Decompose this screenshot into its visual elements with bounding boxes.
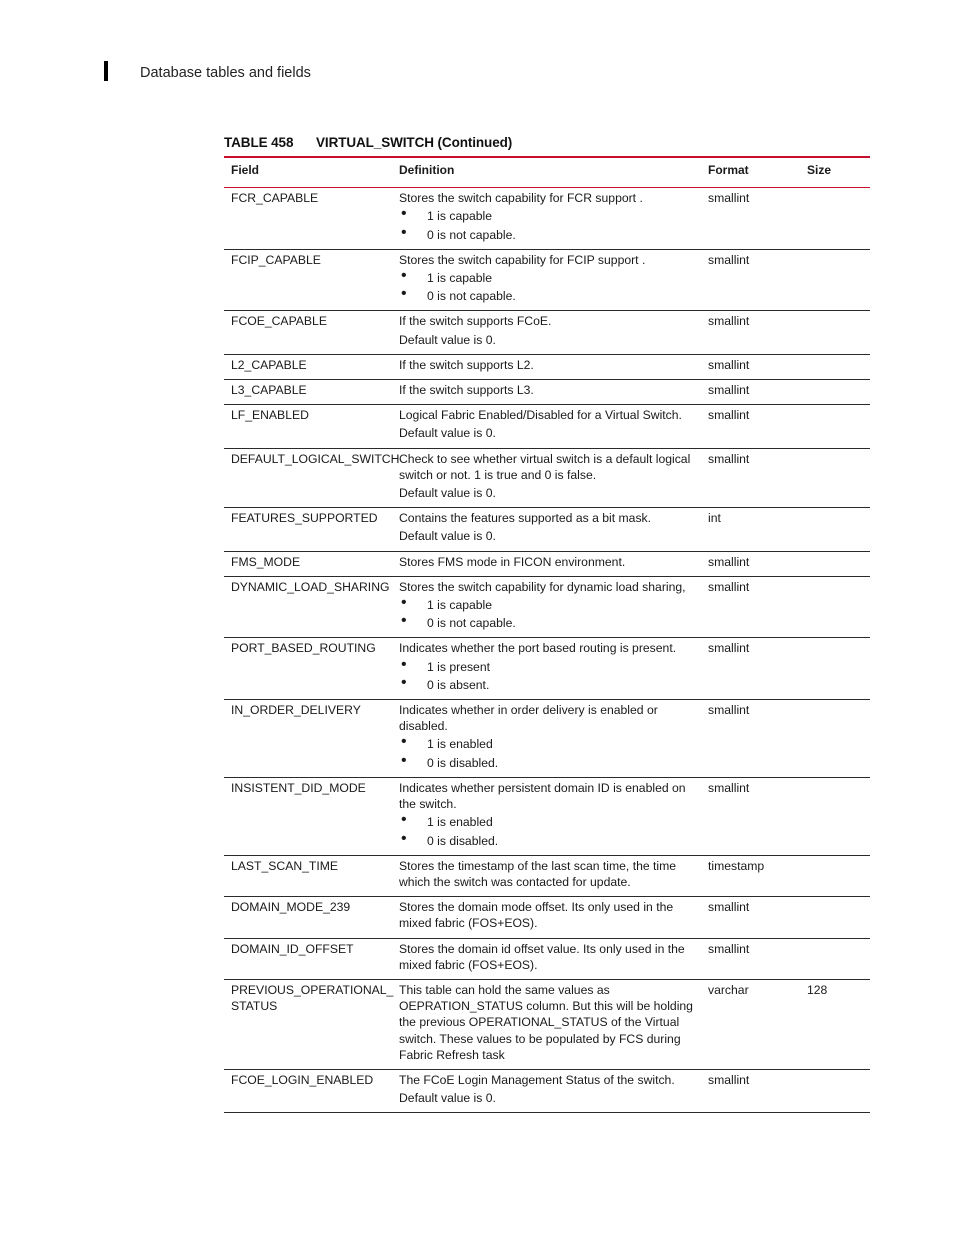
definition-text: Stores the switch capability for FCR support .	[399, 191, 643, 206]
bullet-item: • 0 is disabled.	[399, 833, 695, 849]
definition-text: Stores the switch capability for FCIP support .	[399, 252, 646, 267]
size-cell	[800, 380, 870, 405]
definition-text: Stores the domain id offset value. Its only used in the mixed fabric (FOS+EOS).	[399, 941, 685, 972]
table-row	[224, 508, 870, 551]
table-row	[224, 979, 870, 1069]
table-caption	[224, 135, 512, 150]
default-value-note: Default value is 0.	[399, 426, 496, 441]
definition-cell	[392, 311, 701, 354]
bullet-item: • 0 is not capable.	[399, 288, 695, 304]
definition-text: This table can hold the same values as OEPRATION_STATUS column. But this will be holding the previous OPERATIONAL_STATUS of the Virtual switch. These values to be populated by FCS during Fabric Refresh task	[399, 982, 693, 1062]
bullet-item: • 0 is not capable.	[399, 615, 695, 631]
definition-cell	[392, 855, 701, 896]
format-cell: smallint	[701, 311, 800, 354]
bullet-item: • 0 is absent.	[399, 677, 695, 693]
bullet-list	[399, 814, 695, 848]
field-name-cell: DEFAULT_LOGICAL_SWITCH	[224, 448, 392, 508]
default-value-note: Default value is 0.	[399, 1091, 496, 1106]
column-header-size: Size	[800, 157, 870, 188]
size-cell	[800, 508, 870, 551]
table-row	[224, 638, 870, 700]
format-cell: smallint	[701, 777, 800, 855]
format-cell: smallint	[701, 576, 800, 638]
size-cell	[800, 700, 870, 778]
definition-cell	[392, 897, 701, 938]
size-cell	[800, 855, 870, 896]
bullet-list	[399, 270, 695, 304]
bullet-list	[399, 659, 695, 693]
bullet-item: • 1 is enabled	[399, 814, 695, 830]
field-name-cell: FCR_CAPABLE	[224, 188, 392, 250]
field-name-cell: FMS_MODE	[224, 551, 392, 576]
table-title: VIRTUAL_SWITCH (Continued)	[316, 135, 513, 150]
format-cell: smallint	[701, 1069, 800, 1112]
table-row	[224, 551, 870, 576]
field-name-cell: PORT_BASED_ROUTING	[224, 638, 392, 700]
definition-cell	[392, 405, 701, 448]
table-row	[224, 311, 870, 354]
definition-cell	[392, 1069, 701, 1112]
definition-text: Indicates whether persistent domain ID is enabled on the switch.	[399, 780, 686, 812]
column-header-definition: Definition	[392, 157, 701, 188]
definition-text: Indicates whether the port based routing is present.	[399, 641, 677, 656]
definition-text: Stores the domain mode offset. Its only used in the mixed fabric (FOS+EOS).	[399, 900, 674, 931]
format-cell: smallint	[701, 188, 800, 250]
definition-text: Indicates whether in order delivery is enabled or disabled.	[399, 703, 658, 734]
field-name-cell: DOMAIN_ID_OFFSET	[224, 938, 392, 979]
table-body	[224, 188, 870, 1113]
table-row	[224, 938, 870, 979]
table-header-row	[224, 157, 870, 188]
table-row	[224, 249, 870, 311]
table-row	[224, 777, 870, 855]
size-cell	[800, 405, 870, 448]
format-cell: smallint	[701, 354, 800, 379]
default-value-note: Default value is 0.	[399, 486, 496, 501]
definition-cell	[392, 551, 701, 576]
definition-cell	[392, 938, 701, 979]
field-name-cell: FCIP_CAPABLE	[224, 249, 392, 311]
definition-text: If the switch supports FCoE.	[399, 314, 552, 329]
format-cell: smallint	[701, 405, 800, 448]
definition-cell	[392, 188, 701, 250]
size-cell	[800, 311, 870, 354]
bullet-list	[399, 736, 695, 770]
format-cell: varchar	[701, 979, 800, 1069]
definition-text: Check to see whether virtual switch is a default logical switch or not. 1 is true and 0 is false.	[399, 451, 691, 482]
table-row	[224, 448, 870, 508]
field-name-cell: FCOE_CAPABLE	[224, 311, 392, 354]
table-row	[224, 700, 870, 778]
size-cell	[800, 777, 870, 855]
header-bar	[104, 61, 108, 81]
size-cell	[800, 249, 870, 311]
field-name-cell: IN_ORDER_DELIVERY	[224, 700, 392, 778]
format-cell: smallint	[701, 551, 800, 576]
definition-text: If the switch supports L2.	[399, 357, 534, 372]
default-value-note: Default value is 0.	[399, 529, 496, 544]
column-header-format: Format	[701, 157, 800, 188]
definition-text: The FCoE Login Management Status of the switch.	[399, 1072, 675, 1087]
size-cell	[800, 1069, 870, 1112]
table-row	[224, 188, 870, 250]
field-name-cell: FEATURES_SUPPORTED	[224, 508, 392, 551]
field-name-cell: LF_ENABLED	[224, 405, 392, 448]
size-cell	[800, 897, 870, 938]
column-header-field: Field	[224, 157, 392, 188]
definition-cell	[392, 508, 701, 551]
definition-text: Contains the features supported as a bit mask.	[399, 511, 652, 526]
size-cell	[800, 938, 870, 979]
size-cell	[800, 354, 870, 379]
definition-cell	[392, 249, 701, 311]
size-cell: 128	[800, 979, 870, 1069]
table-row	[224, 897, 870, 938]
virtual-switch-table	[224, 156, 870, 1113]
field-name-cell: DYNAMIC_LOAD_SHARING	[224, 576, 392, 638]
running-header: Database tables and fields	[140, 65, 311, 81]
definition-cell	[392, 777, 701, 855]
definition-text: Stores FMS mode in FICON environment.	[399, 554, 626, 569]
table-row	[224, 576, 870, 638]
bullet-item: • 0 is disabled.	[399, 755, 695, 771]
definition-cell	[392, 354, 701, 379]
format-cell: timestamp	[701, 855, 800, 896]
definition-cell	[392, 448, 701, 508]
field-name-cell: L3_CAPABLE	[224, 380, 392, 405]
field-name-cell: INSISTENT_DID_MODE	[224, 777, 392, 855]
field-name-cell: LAST_SCAN_TIME	[224, 855, 392, 896]
field-name-cell: L2_CAPABLE	[224, 354, 392, 379]
table-number: TABLE 458	[224, 135, 294, 150]
definition-text: Logical Fabric Enabled/Disabled for a Virtual Switch.	[399, 408, 682, 423]
bullet-item: • 1 is capable	[399, 208, 695, 224]
default-value-note: Default value is 0.	[399, 332, 496, 347]
table-row	[224, 1069, 870, 1112]
format-cell: smallint	[701, 380, 800, 405]
size-cell	[800, 638, 870, 700]
size-cell	[800, 576, 870, 638]
table-row	[224, 405, 870, 448]
field-name-cell: DOMAIN_MODE_239	[224, 897, 392, 938]
format-cell: smallint	[701, 249, 800, 311]
table-row	[224, 380, 870, 405]
format-cell: int	[701, 508, 800, 551]
bullet-list	[399, 597, 695, 631]
bullet-item: • 1 is present	[399, 659, 695, 675]
bullet-item: • 0 is not capable.	[399, 227, 695, 243]
format-cell: smallint	[701, 448, 800, 508]
definition-cell	[392, 979, 701, 1069]
format-cell: smallint	[701, 700, 800, 778]
definition-cell	[392, 576, 701, 638]
table-row	[224, 855, 870, 896]
definition-text: Stores the timestamp of the last scan time, the time which the switch was contacted for update.	[399, 858, 677, 889]
definition-cell	[392, 700, 701, 778]
bullet-item: • 1 is enabled	[399, 736, 695, 752]
definition-cell	[392, 380, 701, 405]
table-row	[224, 354, 870, 379]
definition-cell	[392, 638, 701, 700]
definition-text: Stores the switch capability for dynamic load sharing,	[399, 579, 686, 594]
bullet-item: • 1 is capable	[399, 270, 695, 286]
definition-text: If the switch supports L3.	[399, 383, 534, 398]
size-cell	[800, 188, 870, 250]
format-cell: smallint	[701, 638, 800, 700]
size-cell	[800, 551, 870, 576]
field-name-cell: PREVIOUS_OPERATIONAL_ STATUS	[224, 979, 392, 1069]
field-name-cell: FCOE_LOGIN_ENABLED	[224, 1069, 392, 1112]
bullet-list	[399, 208, 695, 242]
bullet-item: • 1 is capable	[399, 597, 695, 613]
format-cell: smallint	[701, 938, 800, 979]
format-cell: smallint	[701, 897, 800, 938]
size-cell	[800, 448, 870, 508]
